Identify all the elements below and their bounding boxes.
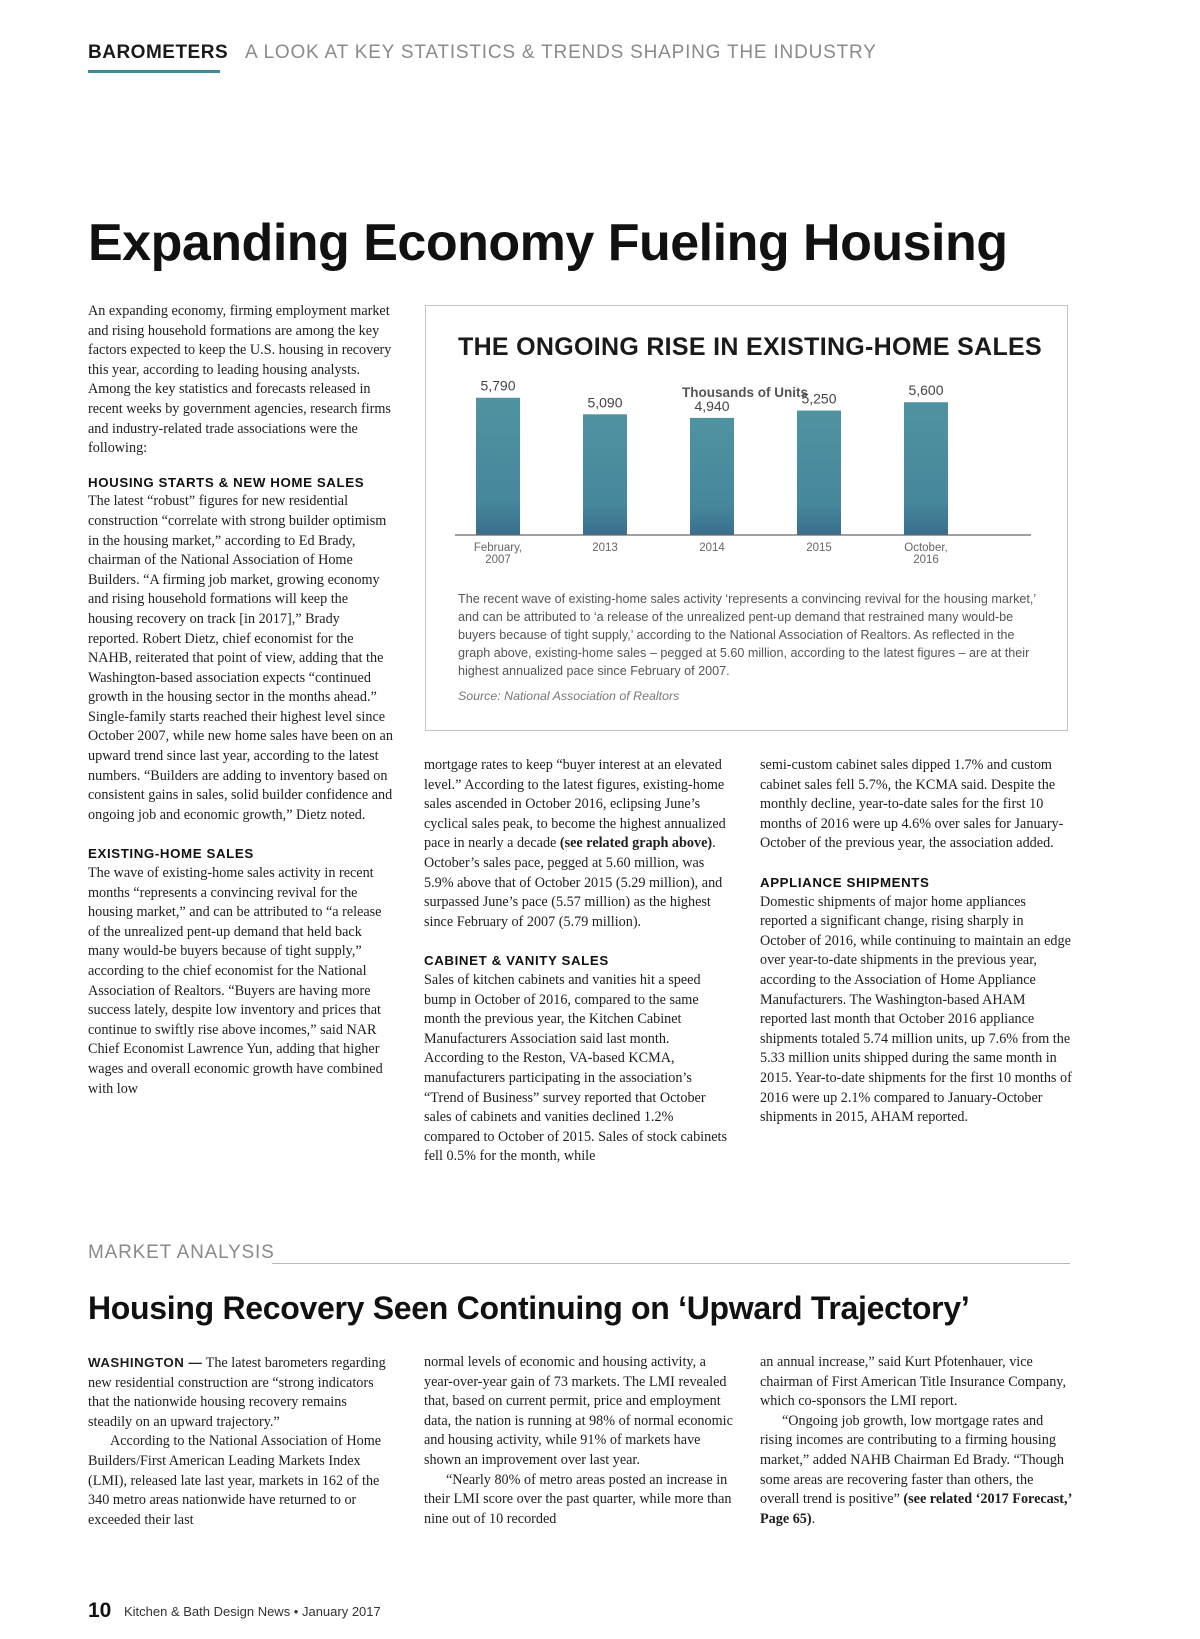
bar-3	[797, 411, 841, 535]
article-column-3	[760, 756, 1072, 1128]
heading-existing-home: EXISTING-HOME SALES	[88, 846, 254, 862]
x-tick-label-4-0: October,	[904, 542, 948, 554]
market-paragraph-6	[760, 1412, 1072, 1530]
heading-appliance: APPLIANCE SHIPMENTS	[760, 874, 930, 890]
x-tick-label-1-0: 2013	[592, 542, 618, 554]
page-number: 10	[88, 1599, 112, 1622]
chart-source: Source: National Association of Realtors	[458, 689, 680, 703]
housing-starts-body: The latest “robust” figures for new residential construction “correlate with strong builder optimism in the housing market,” according to Ed Brady, chairman of the National Association of Home Builders. “A firming job market, growing economy and rising household formations will keep the housing recovery on track [in 2017],” Brady reported. Robert Dietz, chief economist for the NAHB, reiterated that point of view, adding that the Washington-based association expects “continued growth in the housing sector in the months ahead.” Single-family starts reached their highest level since October 2007, while new home sales have been on an upward trend since last year, according to the latest numbers. “Builders are adding to inventory based on consistent gains in sales, solid builder confidence and ongoing job and economic growth,” Dietz noted.	[88, 493, 393, 823]
existing-home-text-a: mortgage rates to keep “buyer interest at an elevated level.” According to the latest figures, existing-home sales ascended in October 2016, eclipsing June’s cyclical sales peak, to become the highest annualized pace in nearly a decade	[424, 757, 726, 852]
market-text-1: The latest barometers regarding new residential construction are “strong indicators that the nationwide housing recovery remains steadily on an upward trajectory.”	[88, 1355, 386, 1430]
market-paragraph-3: normal levels of economic and housing activity, a year-over-year gain of 73 markets. The LMI revealed that, based on current permit, price and employment data, the nation is running at 98% of normal economic and housing activity, while 91% of markets have shown an improvement over last year.	[424, 1354, 733, 1468]
section-tagline: A LOOK AT KEY STATISTICS & TRENDS SHAPING THE INDUSTRY	[245, 42, 877, 63]
chart-caption: The recent wave of existing-home sales activity ‘represents a convincing revival for the housing market,’ and can be attributed to ‘a release of the unrealized pent-up demand that restrained many would-be buyers because of tight supply,’ according to the National Association of Realtors. As reflected in the graph above, existing-home sales – pegged at 5.60 million, according to the latest figures – are at their highest annualized pace since February of 2007.	[458, 592, 1036, 678]
market-article-title: Housing Recovery Seen Continuing on ‘Upward Trajectory’	[88, 1290, 970, 1326]
existing-home-text-b: . October’s sales pace, pegged at 5.60 million, was 5.9% above that of October 2015 (5.29 million), and surpassed June’s pace (5.57 million) as the highest since February of 2007 (5.79 million).	[424, 835, 723, 930]
bar-value-label-2: 4,940	[694, 397, 730, 414]
market-paragraph-5: an annual increase,” said Kurt Pfotenhauer, vice chairman of First American Title Insurance Company, which co-sponsors the LMI report.	[760, 1354, 1067, 1410]
x-tick-label-4-1: 2016	[913, 554, 939, 566]
market-column-1	[88, 1353, 394, 1530]
section-divider	[272, 1263, 1070, 1264]
dateline: WASHINGTON —	[88, 1355, 203, 1370]
graph-reference: (see related graph above)	[559, 835, 713, 852]
bar-value-label-1: 5,090	[587, 394, 623, 411]
market-column-3	[760, 1353, 1072, 1529]
bar-2	[690, 418, 734, 535]
cabinet-body-2: semi-custom cabinet sales dipped 1.7% and custom cabinet sales fell 5.7%, the KCMA said. Despite the monthly decline, year-to-date sales for the first 10 months of 2016 were up 4.6% over sales for January-October of the previous year, the association added.	[760, 757, 1064, 852]
intro-paragraph: An expanding economy, firming employment market and rising household formations are among the key factors expected to keep the U.S. housing in recovery this year, according to leading housing analysts. Among the key statistics and forecasts released in recent weeks by government agencies, research firms and industry-related trade associations were the following:	[88, 303, 392, 457]
heading-housing-starts: HOUSING STARTS & NEW HOME SALES	[88, 474, 365, 490]
market-paragraph-4: “Nearly 80% of metro areas posted an increase in their LMI score over the past quarter, while more than nine out of 10 recorded	[424, 1471, 732, 1527]
market-analysis-label: MARKET ANALYSIS	[88, 1242, 275, 1263]
publication-info: Kitchen & Bath Design News • January 2017	[124, 1604, 381, 1619]
bar-4	[904, 402, 948, 535]
x-tick-label-0-1: 2007	[485, 554, 511, 566]
bar-chart	[455, 380, 1055, 580]
market-text-6-end: .	[811, 1510, 816, 1527]
market-text-6: “Ongoing job growth, low mortgage rates and rising incomes are contributing to a firming housing market,” added NAHB Chairman Ed Brady. “Though some areas are recovering faster than others, the overall trend is positive”	[760, 1412, 1065, 1508]
article-column-2	[424, 756, 730, 1167]
x-tick-label-2-0: 2014	[699, 542, 725, 554]
x-tick-label-3-0: 2015	[806, 542, 832, 554]
chart-title: THE ONGOING RISE IN EXISTING-HOME SALES	[458, 333, 1042, 361]
x-tick-label-0-0: February,	[473, 542, 523, 554]
bar-1	[583, 414, 627, 535]
section-label: BAROMETERS	[88, 42, 229, 63]
y-axis-label: Thousands of Units	[682, 385, 808, 400]
market-column-2	[424, 1353, 734, 1529]
section-underline	[88, 70, 220, 73]
bar-value-label-3: 5,250	[801, 390, 837, 407]
market-paragraph-1	[88, 1353, 394, 1432]
market-paragraph-2: According to the National Association of Home Builders/First American Leading Markets Index (LMI), released late last year, markets in 162 of the 340 metro areas nationwide have returned to or exceeded their last	[88, 1433, 382, 1528]
existing-home-body-1: The wave of existing-home sales activity in recent months “represents a convincing revival for the housing market,” and can be attributed to “a release of the unrealized pent-up demand that held back many would-be buyers because of tight supply,” according to the chief economist for the National Association of Realtors. “Buyers are having more success lately, despite low inventory and prices that continue to swiftly rise above incomes,” said NAR Chief Economist Lawrence Yun, adding that higher wages and overall economic growth have combined with low	[88, 865, 383, 1097]
bar-0	[476, 398, 520, 535]
appliance-body: Domestic shipments of major home appliances reported a significant change, rising sharply in October of 2016, while continuing to maintain an edge over year-to-date shipments in the previous year, according to the Association of Home Appliance Manufacturers. The Washington-based AHAM reported last month that October 2016 appliance shipments totaled 5.74 million units, up 7.6% from the 5.33 million units shipped during the same month in 2015. Year-to-date shipments for the first 10 months of 2016 were up 2.1% compared to January-October shipments in 2015, AHAM reported.	[760, 893, 1072, 1126]
heading-cabinet: CABINET & VANITY SALES	[424, 953, 609, 969]
article-title: Expanding Economy Fueling Housing	[88, 214, 1008, 272]
bar-value-label-4: 5,600	[908, 382, 944, 399]
article-column-1	[88, 302, 394, 1099]
existing-home-body-2	[424, 756, 730, 932]
cabinet-body-1: Sales of kitchen cabinets and vanities hit a speed bump in October of 2016, compared to the same month the previous year, the Kitchen Cabinet Manufacturers Association said last month. According to the Reston, VA-based KCMA, manufacturers participating in the association’s “Trend of Business” survey reported that October sales of cabinets and vanities declined 1.2% compared to October of 2015. Sales of stock cabinets fell 0.5% for the month, while	[424, 971, 727, 1165]
forecast-reference: (see related ‘2017 Forecast,’ Page 65)	[760, 1491, 1072, 1527]
bar-value-label-0: 5,790	[480, 380, 516, 394]
